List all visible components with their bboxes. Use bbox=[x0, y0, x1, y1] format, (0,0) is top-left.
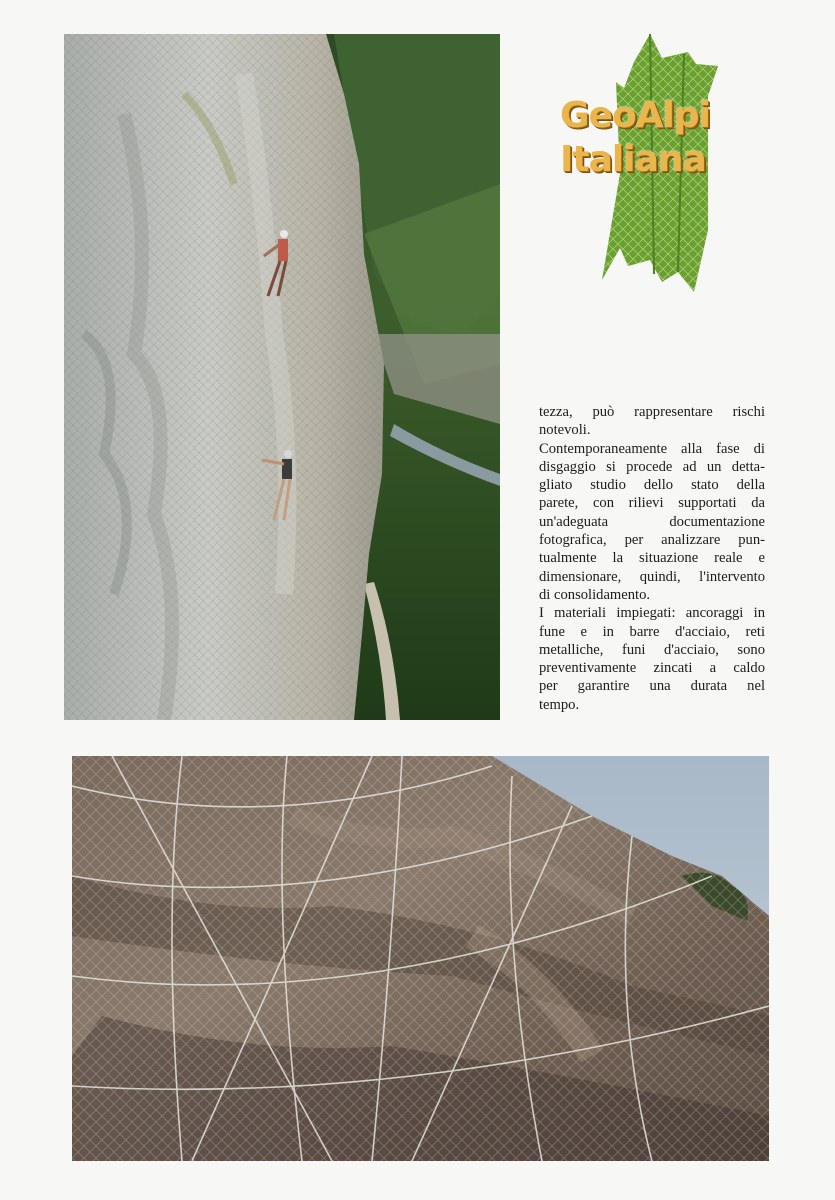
text-line: dimensionare, quindi, l'intervento bbox=[539, 568, 765, 585]
text-line: Contemporaneamente alla fase di bbox=[539, 440, 765, 457]
text-line: metalliche, funi d'acciaio, sono bbox=[539, 641, 765, 658]
logo-text-line-1: GeoAlpi bbox=[560, 95, 711, 136]
text-line: fotografica, per analizzare pun- bbox=[539, 532, 765, 549]
text-line: tezza, può rappresentare rischi bbox=[539, 404, 765, 420]
text-line: per garantire una durata nel bbox=[539, 678, 765, 695]
text-line: fune e in barre d'acciaio, reti bbox=[539, 623, 765, 640]
text-line: tualmente la situazione reale e bbox=[539, 550, 765, 567]
text-line: parete, con rilievi supportati da bbox=[539, 495, 765, 512]
text-line: I materiali impiegati: ancoraggi in bbox=[539, 605, 765, 622]
text-line: preventivamente zincati a caldo bbox=[539, 660, 765, 677]
text-line: gliato studio dello stato della bbox=[539, 477, 765, 494]
cliff-climbers-photo bbox=[64, 34, 500, 720]
text-line: un'adeguata documentazione bbox=[539, 513, 765, 530]
logo-text-line-2: Italiana bbox=[560, 139, 706, 180]
geoalpi-logo bbox=[558, 34, 740, 296]
text-line: disgaggio si procede ad un detta- bbox=[539, 458, 765, 475]
article-paragraph bbox=[539, 403, 765, 714]
text-line: di consolidamento. bbox=[539, 586, 651, 603]
netted-rock-face-photo bbox=[72, 756, 769, 1161]
text-line: tempo. bbox=[539, 696, 580, 713]
text-line: notevoli. bbox=[539, 422, 591, 439]
